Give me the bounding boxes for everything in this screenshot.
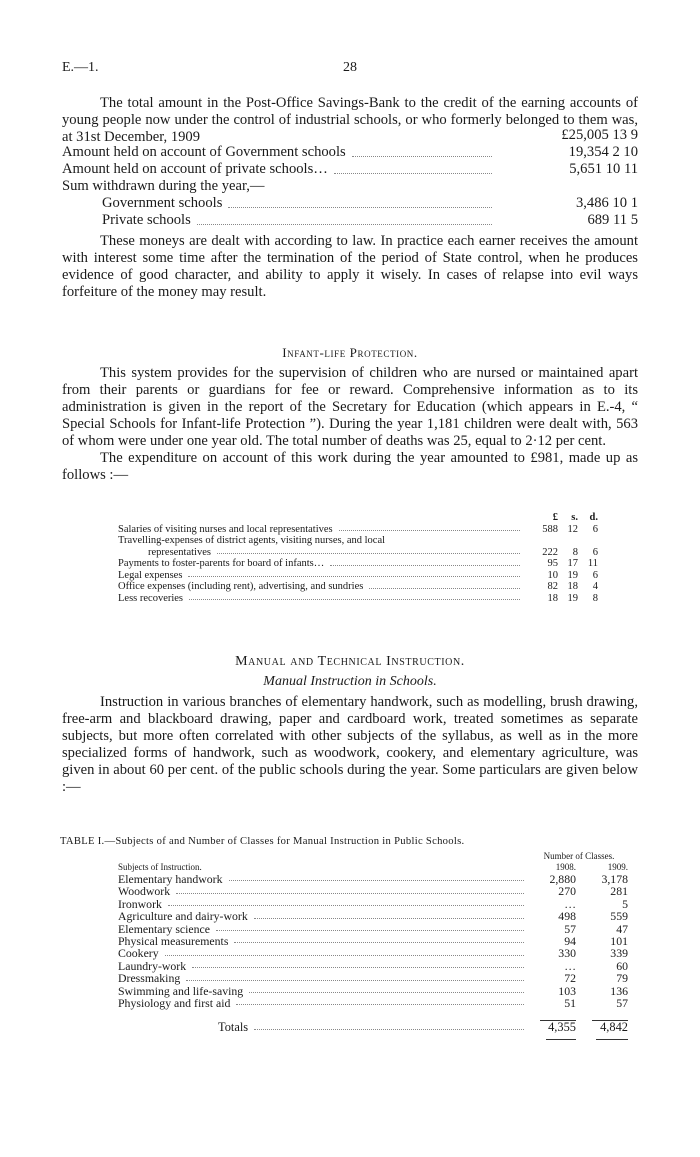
dot-leader <box>339 530 520 531</box>
infant-paragraphs <box>62 365 638 484</box>
dot-leader <box>369 588 520 589</box>
subject-name: Swimming and life-saving <box>118 983 244 998</box>
savings-row-amount: 689 11 5 <box>587 212 638 228</box>
manual-subheading: Manual Instruction in Schools. <box>263 674 437 689</box>
expenditure-row <box>118 570 598 582</box>
expenditure-pounds: 82 <box>547 581 558 592</box>
expenditure-label: Office expenses (including rent), advertising, and sundries <box>118 581 364 592</box>
expenditure-label: Payments to foster-parents for board of infants… <box>118 558 325 569</box>
subject-name: Ironwork <box>118 896 162 911</box>
table-row <box>118 960 628 972</box>
year-1908-header: 1908. <box>555 861 576 872</box>
expenditure-pence: 6 <box>592 523 598 535</box>
dot-leader <box>216 930 524 931</box>
expenditure-row <box>118 558 598 570</box>
dot-leader <box>352 156 492 157</box>
classes-1909: 60 <box>616 958 628 973</box>
subject-name: Cookery <box>118 946 159 961</box>
table-row <box>118 972 628 984</box>
bottom-rule-1908 <box>546 1039 576 1040</box>
dot-leader <box>188 576 520 577</box>
bottom-rule-1909 <box>596 1039 628 1040</box>
year-1909-header: 1909. <box>607 861 628 872</box>
table-caption-wrap <box>60 836 640 847</box>
table-row <box>118 997 628 1009</box>
table-bottom-rules <box>118 1034 628 1040</box>
expenditure-table <box>118 512 598 604</box>
classes-1908: 57 <box>564 921 576 936</box>
total-1909: 4,842 <box>600 1020 628 1035</box>
dot-leader <box>254 918 524 919</box>
page-header <box>62 60 638 80</box>
table-row <box>118 910 628 922</box>
savings-row-amount: 5,651 10 11 <box>569 161 638 177</box>
subject-name: Laundry-work <box>118 958 187 973</box>
subject-name: Agriculture and dairy-work <box>118 909 248 924</box>
classes-1909: 559 <box>610 909 628 924</box>
subject-name: Dressmaking <box>118 971 181 986</box>
table-row <box>118 947 628 959</box>
classes-1908: 72 <box>564 971 576 986</box>
classes-1909: 57 <box>616 995 628 1010</box>
page-number: 28 <box>343 60 357 75</box>
expenditure-label: Travelling-expenses of district agents, visiting nurses, and local <box>118 535 386 546</box>
table-totals-row <box>118 1021 628 1033</box>
expenditure-pounds: 18 <box>547 592 558 604</box>
expenditure-pounds: 10 <box>547 569 558 581</box>
savings-intro-text: The total amount in the Post-Office Savings-Bank to the credit of the earning accounts of young people now under the control of industrial schools, or who formerly belonged to them was, at 31st December, 1909 <box>62 95 638 145</box>
totals-label: Totals <box>218 1020 249 1035</box>
subject-name: Elementary science <box>118 921 211 936</box>
dot-leader <box>330 565 520 566</box>
table-caption: TABLE I.—Subjects of and Number of Classes for Manual Instruction in Public Schools. <box>60 836 465 847</box>
savings-note-section <box>62 233 638 301</box>
savings-intro-amount: £25,005 13 9 <box>561 127 638 143</box>
savings-row <box>62 178 638 195</box>
dot-leader <box>176 893 524 894</box>
expenditure-shillings: 12 <box>567 523 578 535</box>
classes-1909: 339 <box>610 946 628 961</box>
dot-leader <box>186 980 524 981</box>
expenditure-row <box>118 581 598 593</box>
expenditure-pence: 8 <box>592 592 598 604</box>
table-row <box>118 935 628 947</box>
dot-leader <box>234 942 524 943</box>
classes-1909: 281 <box>610 884 628 899</box>
manual-heading-wrap <box>62 654 638 690</box>
expenditure-pence: 11 <box>587 558 598 569</box>
savings-row-amount: 3,486 10 1 <box>575 195 638 211</box>
classes-1909: 3,178 <box>601 871 628 886</box>
expenditure-row <box>118 535 598 547</box>
savings-row-label: Private schools <box>102 212 191 228</box>
savings-table <box>62 144 638 229</box>
dot-leader <box>334 173 492 174</box>
savings-row-label: Amount held on account of private schools… <box>62 161 328 177</box>
dot-leader <box>229 880 525 881</box>
dot-leader <box>165 955 524 956</box>
infant-paragraph-2: The expenditure on account of this work during the year amounted to £981, made up as follows :— <box>62 450 638 483</box>
expenditure-row <box>118 547 598 559</box>
expenditure-label: representatives <box>148 546 211 558</box>
savings-intro-amount-row <box>62 127 638 144</box>
expenditure-row <box>118 524 598 536</box>
manual-heading: Manual and Technical Instruction. <box>235 654 465 669</box>
subjects-header: Subjects of Instruction. <box>118 861 202 872</box>
expenditure-pounds: 588 <box>542 523 558 535</box>
manual-paragraph: Instruction in various branches of elementary handwork, such as modelling, brush drawing, free-arm and blackboard drawing, paper and cardboard work, treated sometimes as separate subjects, but more often correlated with other subjects of the syllabus, as well as in the more specialized forms of handwork, such as woodwork, cookery, and elementary agriculture, was given in about 60 per cent. of the public schools during the year. Some particulars are given below :— <box>62 694 638 795</box>
savings-row-label: Sum withdrawn during the year,— <box>62 178 265 194</box>
classes-1909: 79 <box>616 971 628 986</box>
pounds-header: £ <box>552 512 558 523</box>
classes-1909: 47 <box>616 921 628 936</box>
expenditure-currency-header <box>118 512 598 524</box>
infant-heading: Infant-life Protection. <box>282 345 418 360</box>
shillings-header: s. <box>571 512 578 523</box>
expenditure-pence: 6 <box>592 546 598 558</box>
subject-name: Elementary handwork <box>118 871 223 886</box>
savings-row-label: Government schools <box>102 195 223 211</box>
expenditure-shillings: 19 <box>567 569 578 581</box>
savings-row <box>62 144 638 161</box>
expenditure-label: Less recoveries <box>118 592 184 604</box>
savings-note: These moneys are dealt with according to law. In practice each earner receives the amount with interest some time after the termination of the period of State control, when he produces evidence of good character, and ability to apply it wisely. In cases of relapse into evil ways forfeiture of the money may result. <box>62 233 638 300</box>
classes-1908: … <box>564 958 576 973</box>
table-row <box>118 873 628 885</box>
savings-row <box>62 161 638 178</box>
savings-row <box>62 195 638 212</box>
expenditure-pence: 6 <box>592 569 598 581</box>
infant-section-heading-wrap <box>62 345 638 361</box>
dot-leader <box>228 207 492 208</box>
subject-name: Physical measurements <box>118 933 229 948</box>
expenditure-row <box>118 593 598 605</box>
pence-header: d. <box>589 512 598 523</box>
subject-name: Physiology and first aid <box>118 995 231 1010</box>
classes-1908: 498 <box>558 909 576 924</box>
expenditure-shillings: 8 <box>572 546 578 558</box>
expenditure-label: Legal expenses <box>118 569 183 581</box>
classes-1908: … <box>564 896 576 911</box>
expenditure-pence: 4 <box>592 581 598 592</box>
total-1908: 4,355 <box>548 1020 576 1035</box>
number-of-classes-header: Number of Classes. <box>543 850 615 861</box>
classes-1908: 51 <box>564 995 576 1010</box>
expenditure-shillings: 19 <box>567 592 578 604</box>
dot-leader <box>249 992 524 993</box>
dot-leader <box>217 553 520 554</box>
expenditure-pounds: 222 <box>542 546 558 558</box>
classes-1909: 136 <box>610 983 628 998</box>
subject-name: Woodwork <box>118 884 171 899</box>
dot-leader <box>236 1004 524 1005</box>
dot-leader <box>192 967 524 968</box>
expenditure-shillings: 17 <box>567 558 578 569</box>
savings-row-amount: 19,354 2 10 <box>568 144 638 160</box>
classes-1909: 101 <box>610 933 628 948</box>
dot-leader <box>189 599 520 600</box>
classes-1909: 5 <box>622 896 628 911</box>
classes-1908: 330 <box>558 946 576 961</box>
table-row <box>118 885 628 897</box>
classes-1908: 103 <box>558 983 576 998</box>
classes-1908: 2,880 <box>549 871 576 886</box>
savings-row-label: Amount held on account of Government schools <box>62 144 346 160</box>
manual-paragraph-wrap <box>62 694 638 796</box>
classes-1908: 94 <box>564 933 576 948</box>
dot-leader <box>197 224 492 225</box>
savings-row <box>62 212 638 229</box>
expenditure-shillings: 18 <box>567 581 578 592</box>
dot-leader <box>168 905 524 906</box>
classes-1908: 270 <box>558 884 576 899</box>
document-reference: E.—1. <box>62 60 99 75</box>
expenditure-label: Salaries of visiting nurses and local representatives <box>118 523 333 535</box>
infant-paragraph-1: This system provides for the supervision of children who are nursed or maintained apart from their parents or guardians for fee or reward. Comprehensive information as to its administration is given in the report of the Secretary for Education (which appears in E.-4, “ Special Schools for Infant-life Protection ”). During the year 1,181 children were dealt with, 563 of whom were under one year old. The total number of deaths was 25, equal to 2·12 per cent. <box>62 365 638 449</box>
expenditure-pounds: 95 <box>547 558 558 569</box>
manual-classes-table <box>118 852 628 1040</box>
